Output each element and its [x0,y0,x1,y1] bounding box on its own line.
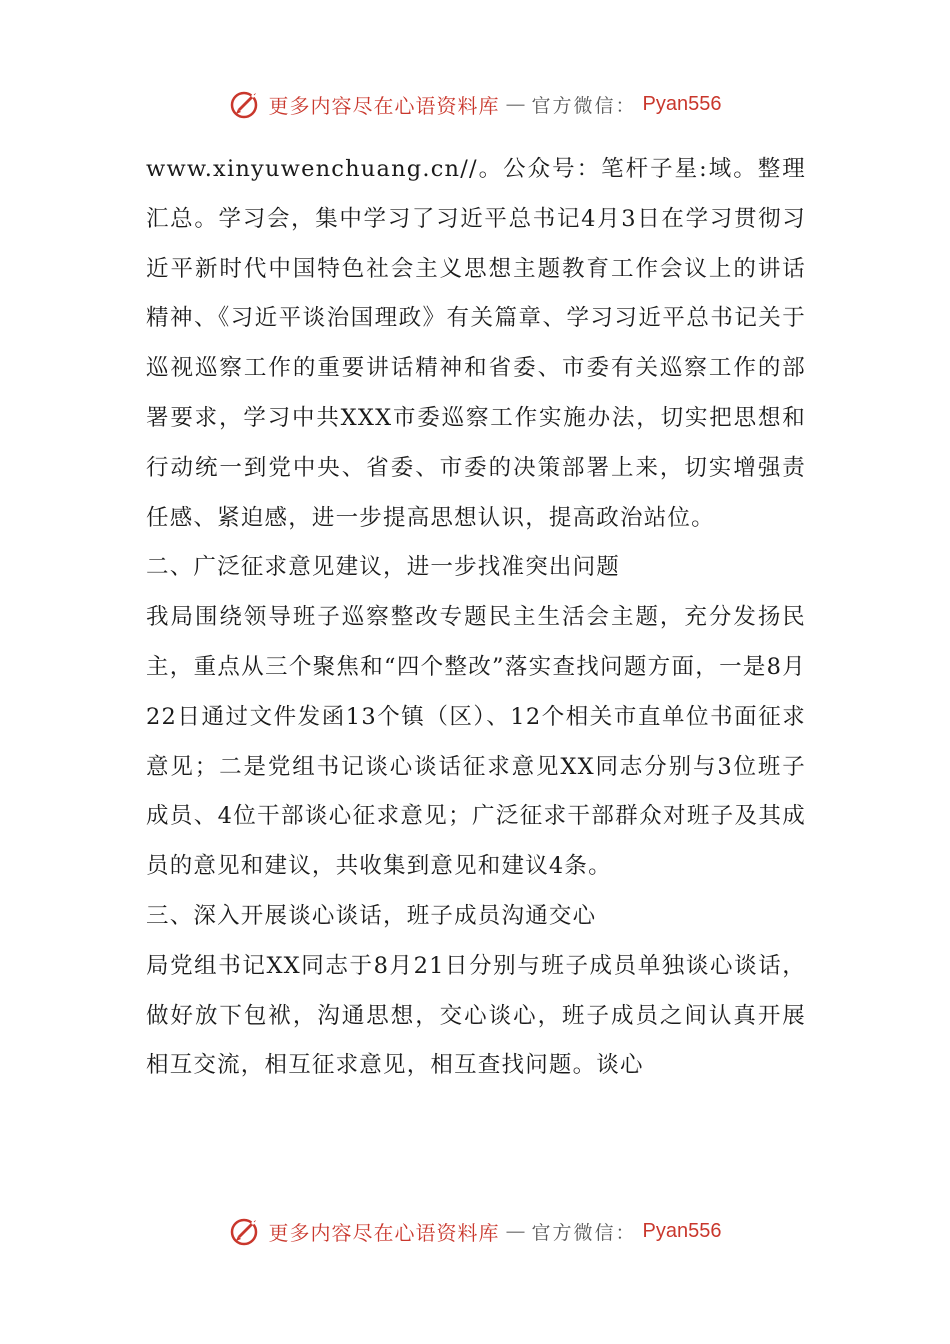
pen-nib-circle-icon [229,87,263,121]
watermark-slogan: 更多内容尽在心语资料库 [268,1220,500,1245]
watermark-account: Pyan556 [642,1219,722,1242]
watermark-slogan: 更多内容尽在心语资料库 [268,93,500,118]
document-body [146,145,806,1091]
body-paragraph: www.xinyuwenchuang.cn//。公众号：笔杆子星:域。整理汇总。学习会，集中学习了习近平总书记4月3日在学习贯彻习近平新时代中国特色社会主义思想主题教育工作会议上的讲话精神、《习近平谈治国理政》有关篇章、学习习近平总书记关于巡视巡察工作的重要讲话精神和省委、市委有关巡察工作的部署要求，学习中共XXX市委巡察工作实施办法，切实把思想和行动统一到党中央、省委、市委的决策部署上来，切实增强责任感、紧迫感，进一步提高思想认识，提高政治站位。 [146,156,806,531]
footer-watermark [0,1211,950,1251]
pen-nib-circle-icon [229,1214,263,1248]
header-watermark [0,84,950,124]
section-heading: 二、广泛征求意见建议，进一步找准突出问题 [146,554,621,581]
watermark-separator: — [505,1219,526,1243]
section-heading: 三、深入开展谈心谈话，班子成员沟通交心 [146,902,597,929]
watermark-official-label: 官方微信： [531,94,637,117]
watermark-separator: — [505,92,526,116]
watermark-account: Pyan556 [642,92,722,115]
watermark-official-label: 官方微信： [531,1221,637,1244]
body-paragraph: 局党组书记XX同志于8月21日分别与班子成员单独谈心谈话，做好放下包袱，沟通思想，交心谈心，班子成员之间认真开展相互交流，相互征求意见，相互查找问题。谈心 [146,952,806,1079]
body-paragraph: 我局围绕领导班子巡察整改专题民主生活会主题，充分发扬民主，重点从三个聚焦和“四个整改”落实查找问题方面，一是8月22日通过文件发函13个镇（区）、12个相关市直单位书面征求意见；二是党组书记谈心谈话征求意见XX同志分别与3位班子成员、4位干部谈心征求意见；广泛征求干部群众对班子及其成员的意见和建议，共收集到意见和建议4条。 [146,604,806,880]
